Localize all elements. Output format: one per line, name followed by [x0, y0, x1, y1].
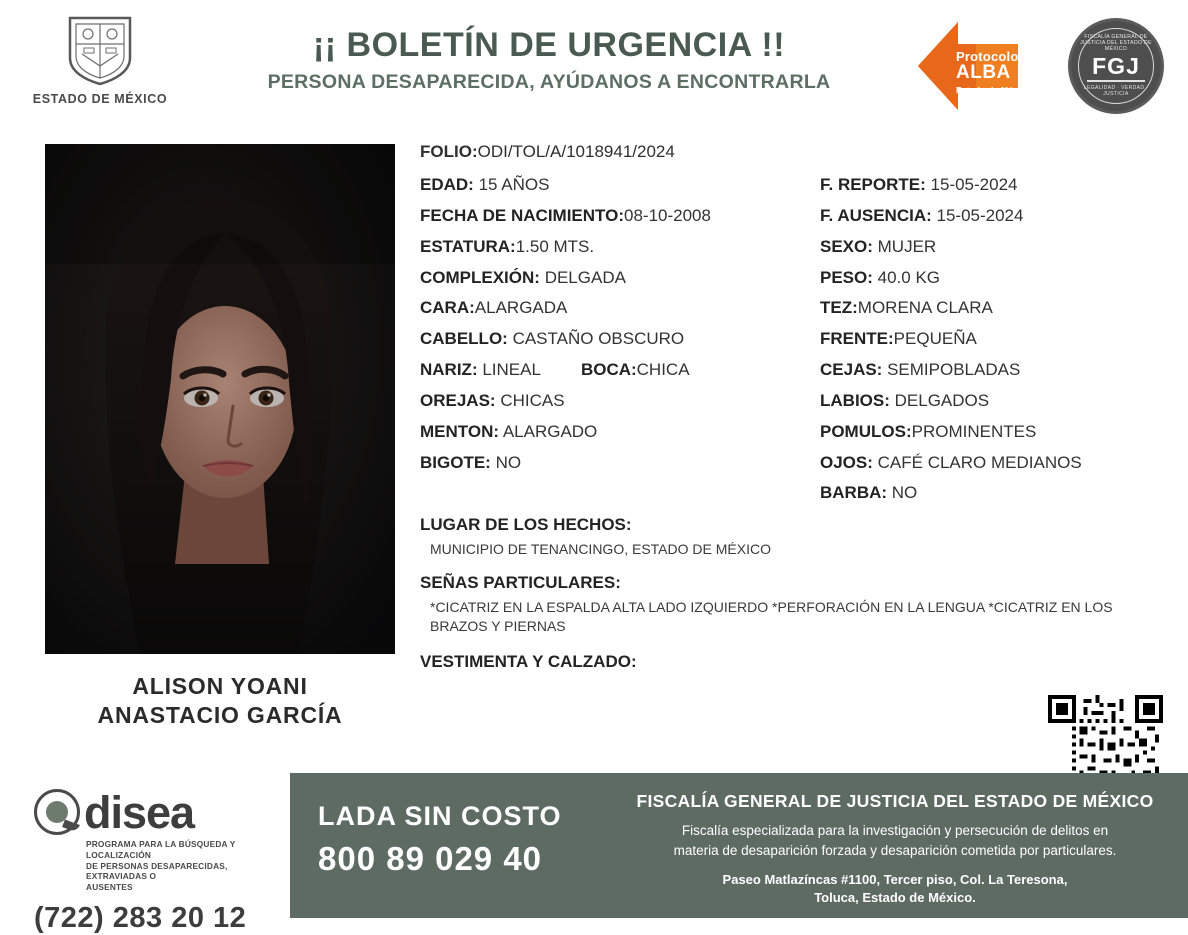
state-coat-of-arms-block — [0, 0, 200, 106]
field-menton — [420, 423, 810, 441]
field-fecha-nacimiento-value: 08-10-2008 — [624, 205, 711, 225]
field-cara-value: ALARGADA — [474, 298, 568, 318]
fgj-description-line1: Fiscalía especializada para la investigación y persecución de delitos en — [681, 823, 1109, 838]
fgj-info-block — [620, 773, 1188, 918]
field-cara-label: CARA: — [420, 298, 475, 318]
field-nariz-label: NARIZ: — [420, 360, 478, 380]
header-logos — [898, 0, 1188, 114]
field-ojos — [820, 454, 1130, 472]
fgj-description-line2: materia de desaparición forzada y desaparición cometida por particulares. — [673, 842, 1117, 858]
odisea-subtitle-line1: PROGRAMA PARA LA BÚSQUEDA Y LOCALIZACIÓN — [86, 839, 236, 860]
vestimenta-label: VESTIMENTA Y CALZADO: — [420, 651, 637, 671]
protocolo-alba-logo — [914, 20, 1054, 112]
fields-left-column — [420, 176, 810, 515]
folio-value: ODI/TOL/A/1018941/2024 — [477, 142, 675, 161]
fields-column — [420, 130, 1188, 730]
bulletin-title: ¡¡ BOLETÍN DE URGENCIA !! — [312, 26, 786, 64]
fgj-description — [626, 821, 1164, 860]
field-f-ausencia — [820, 207, 1130, 225]
field-nariz — [420, 361, 541, 379]
field-pomulos-value: PROMINENTES — [911, 421, 1037, 441]
alba-line2: ALBA — [956, 62, 1011, 83]
field-peso-label: PESO: — [820, 267, 873, 287]
fgj-address-line2: Toluca, Estado de México. — [814, 890, 976, 906]
field-boca-label: BOCA: — [580, 360, 637, 380]
odisea-logo-icon — [34, 789, 80, 835]
folio-field — [420, 142, 1168, 162]
odisea-subtitle-line2: DE PERSONAS DESAPARECIDAS, EXTRAVIADAS O — [86, 860, 228, 882]
field-barba — [820, 484, 1130, 502]
field-cabello-value: CASTAÑO OBSCURO — [512, 329, 685, 349]
field-bigote-label: BIGOTE: — [420, 452, 491, 472]
alba-line1: Protocolo — [956, 49, 1019, 64]
field-orejas-value: CHICAS — [500, 390, 565, 410]
field-edad-value: 15 AÑOS — [478, 175, 550, 194]
fgj-seal-logo — [1068, 18, 1164, 114]
fgj-seal-bottom-text: LEGALIDAD · VERDAD · JUSTICIA — [1083, 84, 1149, 97]
field-frente-label: FRENTE: — [820, 329, 894, 349]
field-estatura-value: 1.50 MTS. — [515, 236, 595, 256]
odisea-phone[interactable]: (722) 283 20 12 — [34, 901, 247, 934]
field-sexo-value: MUJER — [877, 236, 937, 256]
coat-of-arms-icon — [66, 14, 134, 86]
person-name-line2: ANASTACIO GARCÍA — [97, 701, 343, 728]
footer-contact-bar — [290, 773, 1188, 918]
lada-number[interactable]: 800 89 029 40 — [318, 840, 543, 877]
fields-right-column — [810, 176, 1130, 515]
field-bigote-value: NO — [495, 452, 522, 472]
field-labios — [820, 392, 1130, 410]
field-boca — [581, 361, 690, 379]
field-edad — [420, 176, 810, 194]
field-orejas-label: OREJAS: — [420, 390, 496, 410]
lugar-hechos-label: LUGAR DE LOS HECHOS: — [420, 515, 632, 535]
field-tez-value: MORENA CLARA — [857, 298, 993, 318]
odisea-wordmark: disea — [84, 786, 195, 838]
lugar-hechos-value: MUNICIPIO DE TENANCINGO, ESTADO DE MÉXICO — [430, 541, 771, 558]
field-menton-value: ALARGADO — [502, 421, 598, 441]
field-ojos-value: CAFÉ CLARO MEDIANOS — [877, 452, 1082, 472]
fgj-seal-divider — [1087, 80, 1145, 82]
field-fecha-nacimiento-label: FECHA DE NACIMIENTO: — [420, 205, 624, 225]
odisea-subtitle — [86, 839, 280, 893]
person-name — [45, 672, 395, 730]
field-tez — [820, 299, 1130, 317]
fgj-address — [626, 871, 1164, 907]
field-sexo-label: SEXO: — [820, 236, 873, 256]
folio-label: FOLIO: — [420, 142, 478, 161]
field-orejas — [420, 392, 810, 410]
field-pomulos-label: POMULOS: — [820, 421, 912, 441]
odisea-subtitle-line3: AUSENTES — [86, 882, 133, 893]
person-photo — [45, 144, 395, 654]
fgj-address-line1: Paseo Matlazíncas #1100, Tercer piso, Col. La Teresona, — [722, 872, 1068, 888]
field-complexion — [420, 269, 810, 287]
senas-particulares-label: SEÑAS PARTICULARES: — [420, 573, 621, 593]
field-edad-label: EDAD: — [420, 175, 474, 194]
field-sexo — [820, 238, 1130, 256]
bulletin-header — [0, 0, 1188, 130]
field-boca-value: CHICA — [636, 360, 690, 380]
field-cabello — [420, 330, 810, 348]
field-labios-value: DELGADOS — [894, 390, 990, 410]
field-fecha-nacimiento — [420, 207, 810, 225]
field-cara — [420, 299, 810, 317]
field-estatura — [420, 238, 810, 256]
bulletin-body — [0, 130, 1188, 730]
photo-column — [0, 130, 420, 730]
bulletin-subtitle: PERSONA DESAPARECIDA, AYÚDANOS A ENCONTRARLA — [267, 71, 831, 93]
field-cejas-label: CEJAS: — [820, 360, 883, 380]
field-bigote — [420, 454, 810, 472]
alba-line3: Estado de México — [956, 84, 1031, 95]
field-nariz-boca — [420, 361, 810, 379]
person-name-line1: ALISON YOANI — [132, 673, 308, 699]
senas-particulares-value: *CICATRIZ EN LA ESPALDA ALTA LADO IZQUIERDO *PERFORACIÓN EN LA LENGUA *CICATRIZ EN LOS BRAZOS Y PIERNAS — [430, 599, 1113, 635]
field-frente-value: PEQUEÑA — [893, 329, 977, 349]
lada-label: LADA SIN COSTO — [318, 801, 562, 831]
field-f-reporte-value: 15-05-2024 — [930, 175, 1018, 194]
field-ojos-label: OJOS: — [820, 452, 873, 472]
field-f-ausencia-label: F. AUSENCIA: — [820, 205, 932, 225]
field-labios-label: LABIOS: — [820, 390, 890, 410]
field-estatura-label: ESTATURA: — [420, 236, 516, 256]
field-cejas — [820, 361, 1130, 379]
field-cabello-label: CABELLO: — [420, 329, 508, 349]
field-f-ausencia-value: 15-05-2024 — [936, 205, 1024, 225]
odisea-logo-tail — [62, 820, 80, 833]
field-barba-label: BARBA: — [820, 483, 888, 503]
field-f-reporte-label: F. REPORTE: — [820, 175, 926, 194]
field-peso — [820, 269, 1130, 287]
field-complexion-label: COMPLEXIÓN: — [420, 267, 540, 287]
field-tez-label: TEZ: — [820, 298, 858, 318]
field-menton-label: MENTON: — [420, 421, 500, 441]
odisea-block — [0, 773, 290, 934]
field-barba-value: NO — [891, 483, 918, 503]
field-nariz-value: LINEAL — [482, 360, 541, 380]
fgj-title: FISCALÍA GENERAL DE JUSTICIA DEL ESTADO DE MÉXICO — [636, 791, 1154, 811]
field-cejas-value: SEMIPOBLADAS — [887, 360, 1021, 380]
header-titles — [200, 0, 898, 94]
field-peso-value: 40.0 KG — [877, 267, 941, 287]
bulletin-footer — [0, 773, 1188, 934]
field-frente — [820, 330, 1130, 348]
field-complexion-value: DELGADA — [544, 267, 626, 287]
coat-of-arms-caption: ESTADO DE MÉXICO — [32, 92, 168, 106]
lada-block — [290, 773, 620, 918]
field-pomulos — [820, 423, 1130, 441]
field-f-reporte — [820, 176, 1130, 194]
fgj-seal-top-text: FISCALÍA GENERAL DE JUSTICIA DEL ESTADO DE MÉXICO — [1080, 34, 1152, 52]
fgj-seal-word: FGJ — [1092, 52, 1140, 79]
